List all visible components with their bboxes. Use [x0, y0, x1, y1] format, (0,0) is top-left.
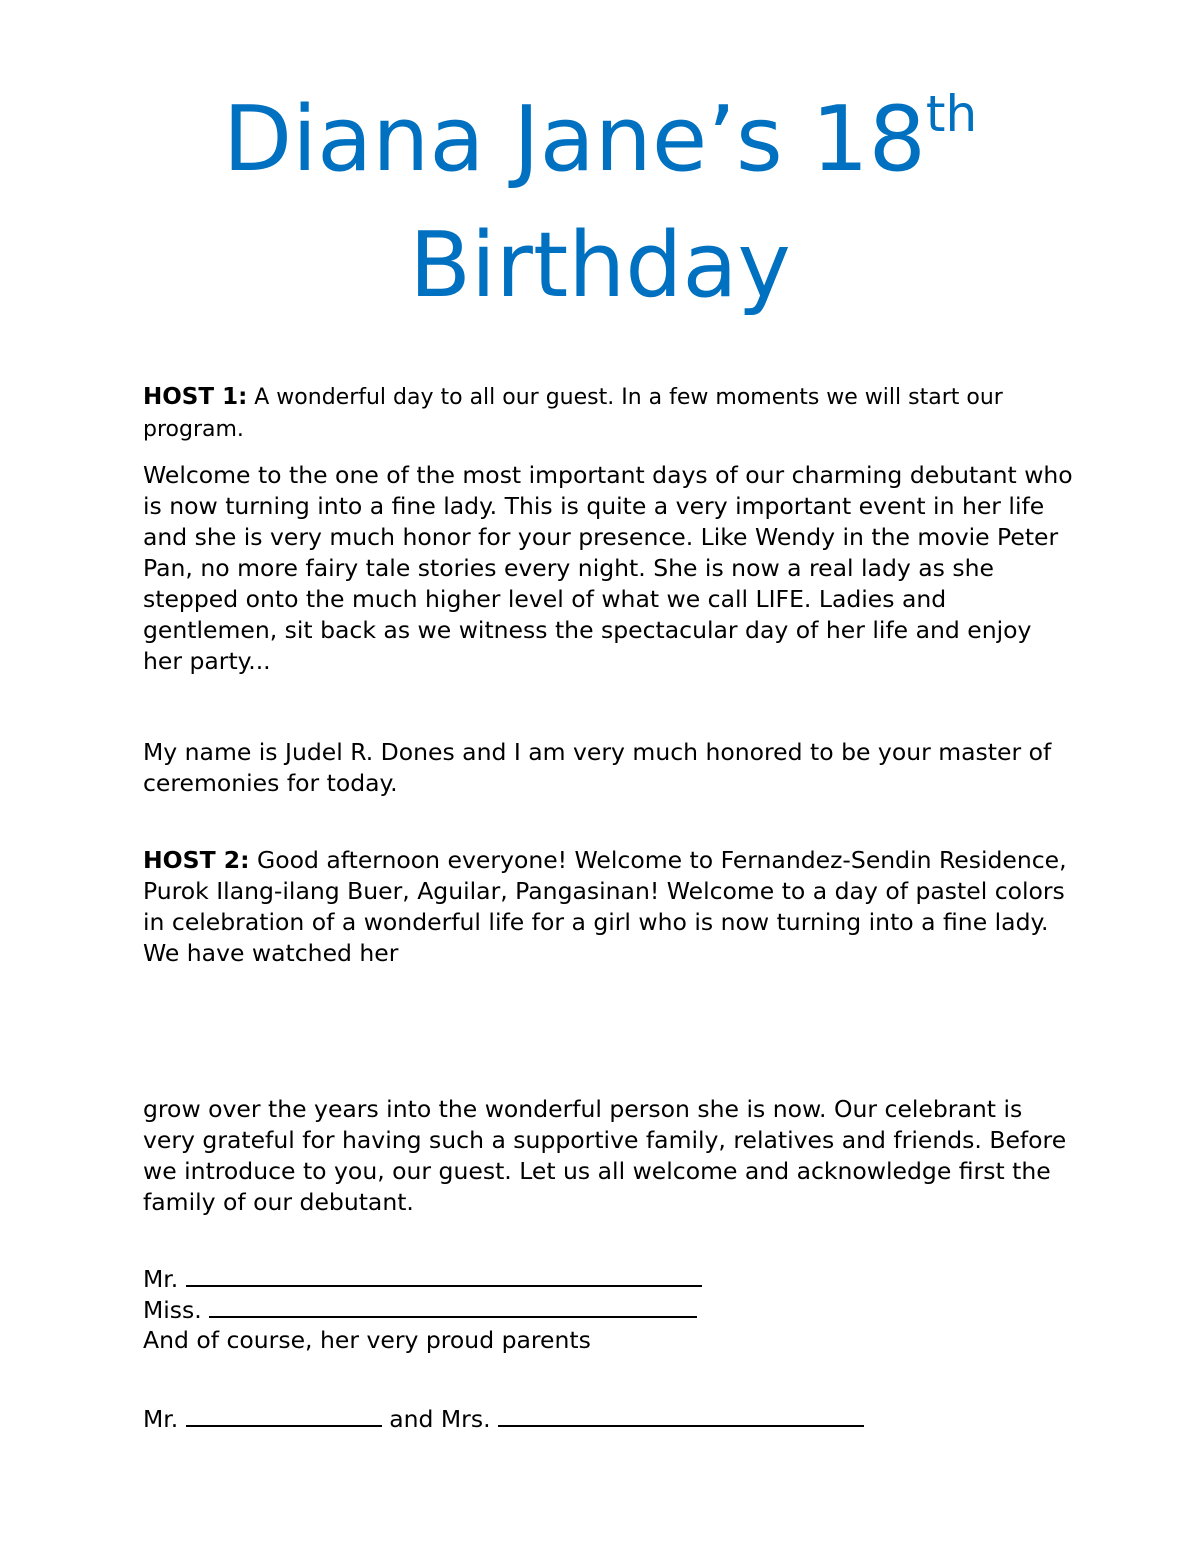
miss-label: Miss. [143, 1296, 202, 1324]
parents-mr-blank [186, 1403, 382, 1427]
page-title-line2: Birthday [409, 213, 791, 318]
host2-continued-paragraph: grow over the years into the wonderful person she is now. Our celebrant is very grateful for having such a supportive family, relatives and friends. Before we introduce to you, our guest. Let us all welcome and acknowledge first the family of our debutant. [143, 1095, 1067, 1216]
parents-mr-label: Mr. [143, 1405, 179, 1433]
host2-text: Good afternoon everyone! Welcome to Fernandez-Sendin Residence, Purok Ilang-ilang Buer, Aguilar, Pangasinan! Welcome to a day of pastel colors in celebration of a wonderful life for a girl who is now turning into a fine lady. We have watched her [143, 846, 1067, 967]
mr-name-blank [186, 1263, 702, 1287]
and-mrs-label: and Mrs. [389, 1405, 491, 1433]
title-text: Diana Jane’s 18 [222, 87, 926, 192]
parents-row [143, 1403, 864, 1435]
family-miss-row [143, 1294, 697, 1326]
welcome-paragraph: Welcome to the one of the most important days of our charming debutant who is now turning into a fine lady. This is quite a very important event in her life and she is very much honor for your presence. Like Wendy in the movie Peter Pan, no more fairy tale stories every night. She is now a real lady as she stepped onto the much higher level of what we call LIFE. Ladies and gentlemen, sit back as we witness the spectacular day of her life and enjoy her party... [143, 461, 1073, 675]
host1-intro-text: A wonderful day to all our guest. In a few moments we will start our program. [143, 385, 1003, 442]
host2-label: HOST 2: [143, 846, 250, 874]
parents-mrs-blank [498, 1403, 864, 1427]
mc-intro-paragraph: My name is Judel R. Dones and I am very much honored to be your master of ceremonies for today. [143, 738, 1052, 797]
host1-intro [143, 381, 1073, 446]
title-superscript: th [925, 85, 978, 143]
parents-intro-line: And of course, her very proud parents [143, 1326, 591, 1354]
host1-label: HOST 1: [143, 384, 248, 410]
mr-label: Mr. [143, 1265, 179, 1293]
page-title-line1 [0, 82, 1200, 198]
family-mr-row [143, 1263, 702, 1295]
miss-name-blank [209, 1294, 697, 1318]
host2-paragraph [143, 845, 1073, 969]
